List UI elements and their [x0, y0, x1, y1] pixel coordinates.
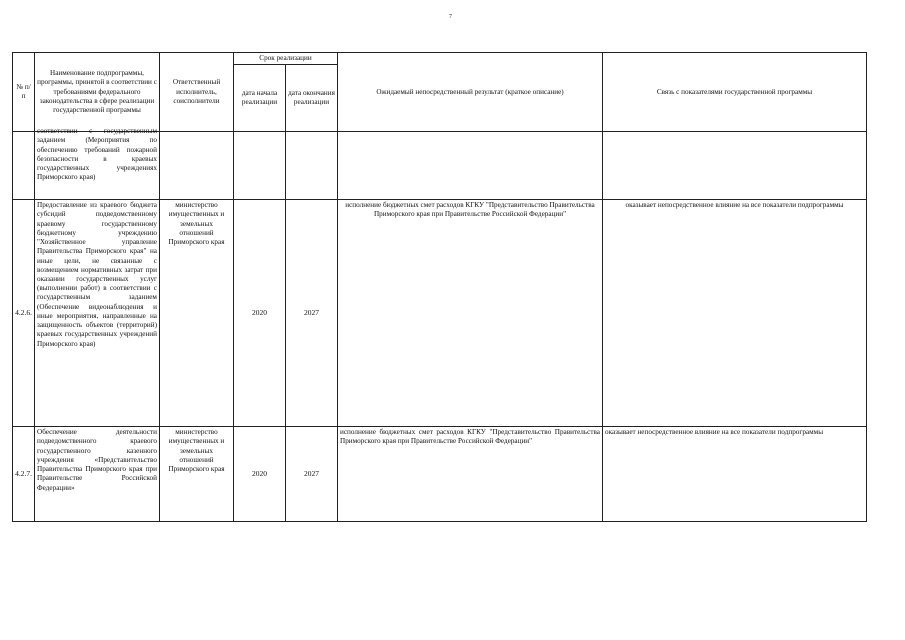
cell-start: 2020 — [234, 200, 286, 427]
header-name: Наименование подпрограммы, программы, принятой в соответствии с требованиями федерального законодательства в сфере реализации государственной программы — [35, 53, 160, 132]
cell-no: 4.2.6. — [13, 200, 35, 427]
table-row — [13, 200, 867, 427]
cell-name-text: соответствии с государственным заданием (Мероприятия по обеспечению требований пожарной безопасности в краевых государственных учреждениях Приморского края) — [37, 127, 157, 182]
header-no: № п/п — [13, 53, 35, 132]
header-end: дата окончания реализации — [286, 65, 338, 132]
program-activities-table — [12, 52, 867, 522]
header-period: Срок реализации — [234, 53, 338, 65]
cell-name — [35, 127, 160, 200]
cell-no — [13, 132, 35, 200]
cell-result: исполнение бюджетных смет расходов КГКУ "Представительство Правительства Приморского края при Правительстве Российской Федерации" — [338, 200, 603, 427]
cell-name: Обеспечение деятельности подведомственного краевого государственного казенного учреждения «Представительство Правительства Приморского края при Правительстве Российской Федерации» — [35, 427, 160, 522]
header-start: дата начала реализации — [234, 65, 286, 132]
header-row — [13, 53, 867, 65]
page-number: 7 — [449, 14, 452, 20]
cell-result — [338, 132, 603, 200]
cell-link: оказывает непосредственное влияние на все показатели подпрограммы — [603, 200, 867, 427]
cell-executor: министерство имущественных и земельных отношений Приморского края — [160, 427, 234, 522]
header-executor: Ответственный исполнитель, соисполнители — [160, 53, 234, 132]
cell-no: 4.2.7. — [13, 427, 35, 522]
cell-executor — [160, 132, 234, 200]
cell-link: оказывает непосредственное влияние на все показатели подпрограммы — [603, 427, 867, 522]
header-link: Связь с показателями государственной программы — [603, 53, 867, 132]
cell-end: 2027 — [286, 427, 338, 522]
table-row — [13, 132, 867, 200]
cell-start — [234, 132, 286, 200]
cell-end — [286, 132, 338, 200]
cell-executor: министерство имущественных и земельных отношений Приморского края — [160, 200, 234, 427]
cell-end: 2027 — [286, 200, 338, 427]
cell-name: Предоставление из краевого бюджета субсидий подведомственному краевому государственному бюджетному учреждению "Хозяйственное управление Правительства Приморского края" на иные цели, не связанные с возмещением нормативных затрат при оказании государственных услуг (выполнении работ) в соответствии с государственным заданием (Обеспечение видеонаблюдения и иные мероприятия, направленные на защищенность объектов (территорий) краевых государственных учреждений Приморского края) — [35, 200, 160, 427]
cell-result: исполнение бюджетных смет расходов КГКУ "Представительство Правительства Приморского края при Правительстве Российской Федерации" — [338, 427, 603, 522]
cell-link — [603, 132, 867, 200]
table-row — [13, 427, 867, 522]
header-result: Ожидаемый непосредственный результат (краткое описание) — [338, 53, 603, 132]
cell-start: 2020 — [234, 427, 286, 522]
